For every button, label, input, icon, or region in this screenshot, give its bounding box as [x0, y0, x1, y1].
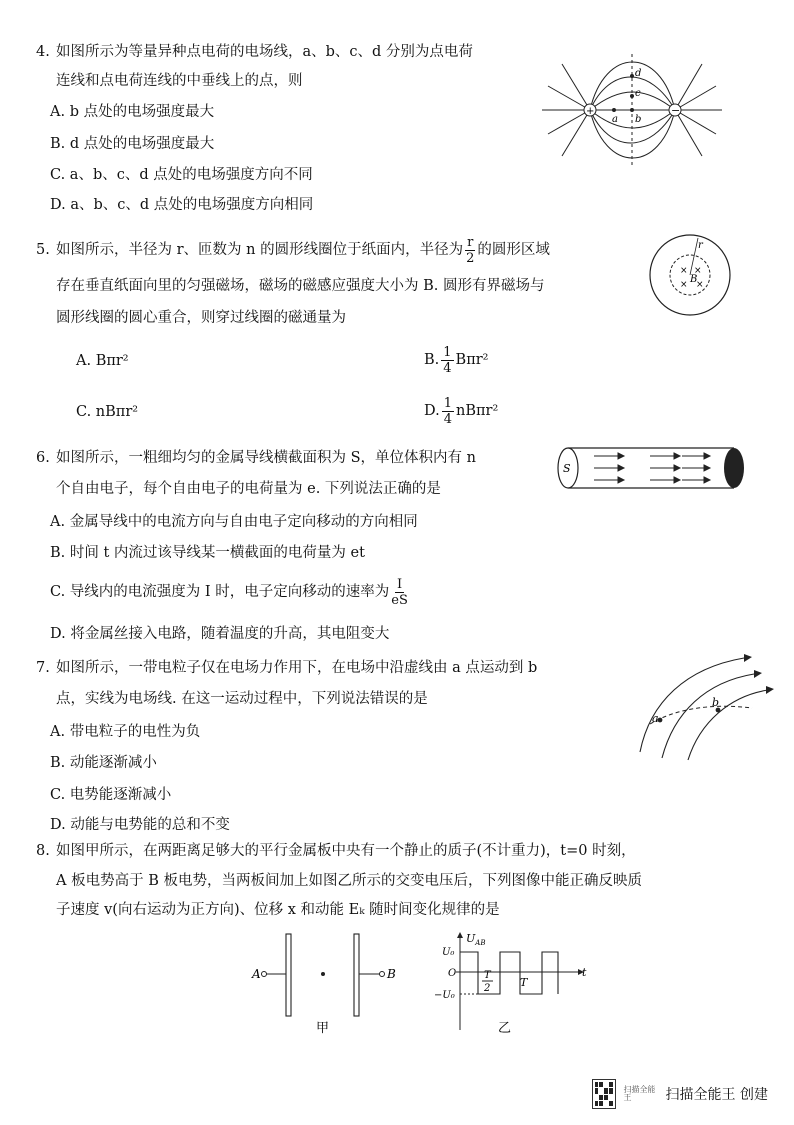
point-c-label: c: [635, 88, 641, 99]
question-number: 8.: [36, 843, 50, 859]
question-stem: A 板电势高于 B 板电势，当两板间加上如图乙所示的交变电压后，下列图像中能正确反映质: [56, 873, 642, 889]
camscanner-logo: 扫描全能王: [623, 1085, 656, 1102]
t-over-2-label: [482, 970, 493, 994]
option-c: C. 导线内的电流强度为 I 时，电子定向移动的速率为 $\frac{I}{eS}$: [50, 577, 408, 608]
point-a-label: a: [652, 712, 659, 725]
question-stem: 如图甲所示，在两距离足够大的平行金属板中央有一个静止的质子(不计重力)，t=0 时刻，: [56, 843, 636, 859]
electric-field-lines-figure: [540, 46, 770, 174]
question-stem: 如图所示，半径为 r、匝数为 n 的圆形线圈位于纸面内，半径为: [56, 241, 464, 258]
option-b: B. d 点处的电场强度最大: [50, 136, 215, 152]
question-8: [36, 843, 776, 923]
question-number: 4.: [36, 44, 50, 60]
option-a: A. 金属导线中的电流方向与自由电子定向移动的方向相同: [50, 514, 418, 530]
option-d: D. $\frac{1}{4}$ nBπr²: [424, 396, 499, 427]
qr-code-icon: [592, 1079, 616, 1109]
plate-b-label: B: [387, 967, 396, 981]
fraction-r-over-2: $\frac{r}{2}$: [466, 235, 475, 266]
plus-charge-label: +: [586, 106, 595, 117]
svg-text:×: ×: [696, 280, 704, 290]
svg-text:×: ×: [694, 266, 702, 276]
field-line-trajectory-figure: [636, 652, 776, 762]
origin-label: O: [448, 968, 457, 979]
option-a: A. Bπr²: [76, 353, 129, 369]
option-c: C. 电势能逐渐减小: [50, 787, 172, 803]
option-b: B. $\frac{1}{4}$ Bπr²: [424, 345, 489, 376]
question-number: 6.: [36, 450, 50, 466]
point-b-label: b: [635, 114, 642, 125]
svg-text:2: 2: [484, 983, 491, 994]
question-number: 5.: [36, 241, 50, 258]
option-d: D. 将金属丝接入电路，随着温度的升高，其电阻变大: [50, 626, 390, 642]
question-number: 7.: [36, 660, 50, 676]
axis-label-uab: $U_{AB}$: [466, 932, 486, 947]
svg-text:×: ×: [680, 266, 688, 276]
option-b: B. 时间 t 内流过该导线某一横截面的电荷量为 et: [50, 545, 365, 561]
radius-label: r: [698, 240, 703, 251]
question-stem: 个自由电子，每个自由电子的电荷量为 e. 下列说法正确的是: [56, 481, 441, 497]
field-label: B: [690, 274, 698, 285]
metal-wire-figure: [554, 444, 750, 492]
question-stem: 如图所示为等量异种点电荷的电场线，a、b、c、d 分别为点电荷: [56, 44, 473, 60]
voltage-graph-figure-yi: [430, 930, 590, 1040]
axis-label-t: t: [582, 966, 587, 979]
minus-charge-label: −: [671, 104, 681, 117]
question-stem: 圆形线圈的圆心重合，则穿过线圈的磁通量为: [56, 310, 346, 326]
option-d: D. 动能与电势能的总和不变: [50, 817, 230, 833]
period-label: T: [520, 976, 528, 989]
neg-u0-label: −U₀: [434, 990, 455, 1001]
point-b-label: b: [712, 696, 720, 709]
option-a: A. b 点处的电场强度最大: [50, 104, 215, 120]
question-stem: 的圆形区域: [477, 241, 550, 258]
point-a-label: a: [612, 114, 618, 125]
option-b: B. 动能逐渐减小: [50, 755, 157, 771]
option-d: D. a、b、c、d 点处的电场强度方向相同: [50, 197, 314, 213]
point-d-label: d: [635, 68, 642, 79]
question-stem: 如图所示，一带电粒子仅在电场力作用下，在电场中沿虚线由 a 点运动到 b: [56, 660, 538, 676]
svg-text:T: T: [484, 970, 491, 981]
question-stem: 点，实线为电场线. 在这一运动过程中，下列说法错误的是: [56, 691, 428, 707]
parallel-plates-figure-jia: [250, 930, 420, 1040]
option-c: C. nBπr²: [76, 404, 139, 420]
question-stem: 子速度 v(向右运动为正方向)、位移 x 和动能 Eₖ 随时间变化规律的是: [56, 902, 500, 918]
figure-caption-jia: 甲: [316, 1021, 330, 1036]
option-a: A. 带电粒子的电性为负: [50, 724, 201, 740]
circular-coil-figure: [640, 230, 740, 320]
watermark-text: 扫描全能王 创建: [665, 1087, 768, 1103]
scanner-watermark: [592, 1079, 768, 1109]
question-stem: 如图所示，一粗细均匀的金属导线横截面积为 S，单位体积内有 n: [56, 450, 476, 466]
figure-caption-yi: 乙: [498, 1021, 512, 1036]
u0-label: U₀: [442, 947, 455, 958]
svg-text:×: ×: [680, 280, 688, 290]
question-stem: 连线和点电荷连线的中垂线上的点，则: [56, 73, 303, 89]
plate-a-label: A: [252, 967, 261, 981]
question-stem: 存在垂直纸面向里的匀强磁场，磁场的磁感应强度大小为 B. 圆形有界磁场与: [56, 278, 545, 294]
option-c: C. a、b、c、d 点处的电场强度方向不同: [50, 167, 313, 183]
cross-section-label: S: [563, 462, 571, 475]
